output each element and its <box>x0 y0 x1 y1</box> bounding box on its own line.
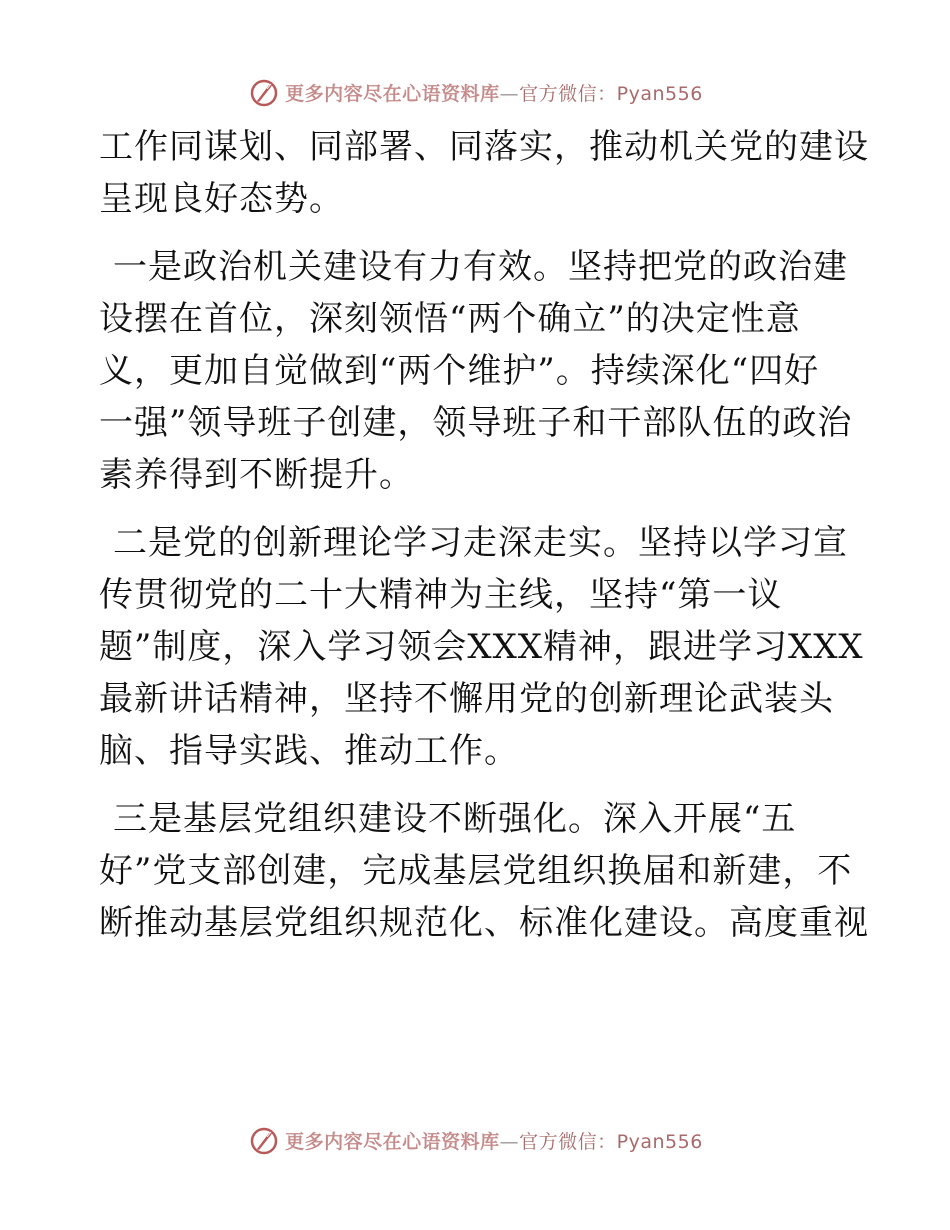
header-banner-separator: — <box>499 82 520 105</box>
paragraph-political-organs <box>99 241 859 501</box>
text-line: 工作同谋划、同部署、同落实，推动机关党的建设 <box>99 127 869 167</box>
footer-banner-lead: 更多内容尽在心语资料库 <box>285 1130 500 1153</box>
text-line: 题”制度，深入学习领会XXX精神，跟进学习XXX <box>99 627 864 667</box>
header-banner-wechat: 官方微信：Pyan556 <box>519 82 703 105</box>
text-line: 二是党的创新理论学习走深走实。坚持以学习宣 <box>113 523 848 563</box>
text-line: 脑、指导实践、推动工作。 <box>99 731 519 771</box>
text-line: 传贯彻党的二十大精神为主线，坚持“第一议 <box>99 575 783 615</box>
quill-pen-logo-icon <box>247 75 281 109</box>
paragraph-grassroots <box>99 793 869 949</box>
text-line: 最新讲话精神，坚持不懈用党的创新理论武装头 <box>99 679 834 719</box>
text-line: 三是基层党组织建设不断强化。深入开展“五 <box>113 799 797 839</box>
header-watermark-banner <box>0 72 950 112</box>
text-line: 断推动基层党组织规范化、标准化建设。高度重视 <box>99 903 869 943</box>
text-line: 一强”领导班子创建，领导班子和干部队伍的政治 <box>99 403 853 443</box>
footer-banner-text <box>285 1127 703 1154</box>
text-line: 好”党支部创建，完成基层党组织换届和新建，不 <box>99 851 853 891</box>
text-line: 一是政治机关建设有力有效。坚持把党的政治建 <box>113 247 848 287</box>
footer-banner-separator: — <box>499 1130 520 1153</box>
paragraph-intro <box>99 121 869 225</box>
text-line: 设摆在首位，深刻领悟“两个确立”的决定性意 <box>99 299 801 339</box>
document-body <box>99 121 869 965</box>
footer-watermark-banner <box>0 1120 950 1160</box>
text-line: 呈现良好态势。 <box>99 179 344 219</box>
footer-banner-wechat: 官方微信：Pyan556 <box>519 1130 703 1153</box>
header-banner-lead: 更多内容尽在心语资料库 <box>285 82 500 105</box>
text-line: 义，更加自觉做到“两个维护”。持续深化“四好 <box>99 351 820 391</box>
text-line: 素养得到不断提升。 <box>99 455 414 495</box>
header-banner-text <box>285 79 703 106</box>
quill-pen-logo-icon <box>247 1123 281 1157</box>
paragraph-theory-study <box>99 517 864 777</box>
